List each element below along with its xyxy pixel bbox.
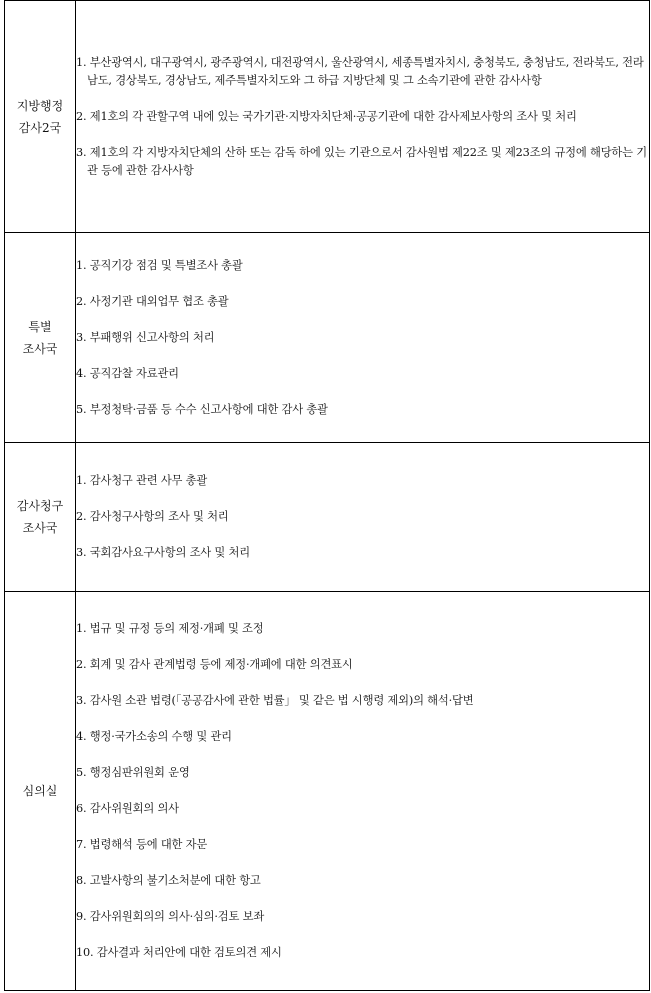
department-name: 감사2국 xyxy=(18,120,62,135)
duties-cell xyxy=(76,233,650,443)
department-cell xyxy=(5,1,76,233)
duty-item: 3. 제1호의 각 지방자치단체의 산하 또는 감독 하에 있는 기관으로서 감사원법 제22조 및 제23조의 규정에 해당하는 기관 등에 관한 감사사항 xyxy=(76,145,647,177)
duty-item: 5. 부정청탁·금품 등 수수 신고사항에 대한 감사 총괄 xyxy=(76,402,328,416)
duty-item: 4. 공직감찰 자료관리 xyxy=(76,366,179,380)
duty-item: 7. 법령해석 등에 대한 자문 xyxy=(76,838,208,851)
duty-item: 3. 감사원 소관 법령(「공공감사에 관한 법률」 및 같은 법 시행령 제외)의 해석·답변 xyxy=(76,694,474,707)
duty-item: 1. 부산광역시, 대구광역시, 광주광역시, 대전광역시, 울산광역시, 세종특별자치시, 충청북도, 충청남도, 전라북도, 전라남도, 경상북도, 경상남도, 제주특별자치도와 그 하급 지방단체 및 그 소속기관에 관한 감사사항 xyxy=(76,55,644,87)
department-name: 조사국 xyxy=(22,521,58,535)
department-cell xyxy=(5,233,76,443)
duty-item: 1. 감사청구 관련 사무 총괄 xyxy=(76,474,208,487)
duty-item: 4. 행정·국가소송의 수행 및 관리 xyxy=(76,730,232,743)
duty-list xyxy=(76,257,649,419)
department-cell xyxy=(5,592,76,991)
table-row xyxy=(5,592,650,991)
table-row xyxy=(5,1,650,233)
department-cell xyxy=(5,443,76,592)
duty-list xyxy=(76,54,649,180)
duty-item: 1. 법규 및 규정 등의 제정·개폐 및 조정 xyxy=(76,622,264,635)
duty-item: 2. 사정기관 대외업무 협조 총괄 xyxy=(76,294,229,308)
table-row xyxy=(5,233,650,443)
duty-item: 10. 감사결과 처리안에 대한 검토의견 제시 xyxy=(76,946,282,959)
department-name: 심의실 xyxy=(22,784,58,798)
duty-list xyxy=(76,472,649,562)
duty-item: 2. 감사청구사항의 조사 및 처리 xyxy=(76,510,229,523)
department-name: 감사청구 xyxy=(16,499,64,513)
duty-item: 9. 감사위원회의의 의사·심의·검토 보좌 xyxy=(76,910,265,923)
duty-item: 2. 회계 및 감사 관계법령 등에 제정·개폐에 대한 의견표시 xyxy=(76,658,353,671)
department-name: 조사국 xyxy=(22,341,58,356)
duty-item: 3. 부패행위 신고사항의 처리 xyxy=(76,330,215,344)
duties-cell xyxy=(76,1,650,233)
duty-list xyxy=(76,620,649,962)
duty-item: 3. 국회감사요구사항의 조사 및 처리 xyxy=(76,546,250,559)
duty-item: 6. 감사위원회의 의사 xyxy=(76,802,179,815)
department-name: 지방행정 xyxy=(16,98,64,113)
duty-item: 8. 고발사항의 불기소처분에 대한 항고 xyxy=(76,874,261,887)
duty-item: 2. 제1호의 각 관할구역 내에 있는 국가기관·지방자치단체·공공기관에 대한 감사제보사항의 조사 및 처리 xyxy=(76,109,577,123)
duties-table xyxy=(4,0,650,991)
duty-item: 5. 행정심판위원회 운영 xyxy=(76,766,190,779)
table-row xyxy=(5,443,650,592)
duties-cell xyxy=(76,443,650,592)
duties-cell xyxy=(76,592,650,991)
department-name: 특별 xyxy=(28,319,52,334)
duty-item: 1. 공직기강 점검 및 특별조사 총괄 xyxy=(76,258,243,272)
